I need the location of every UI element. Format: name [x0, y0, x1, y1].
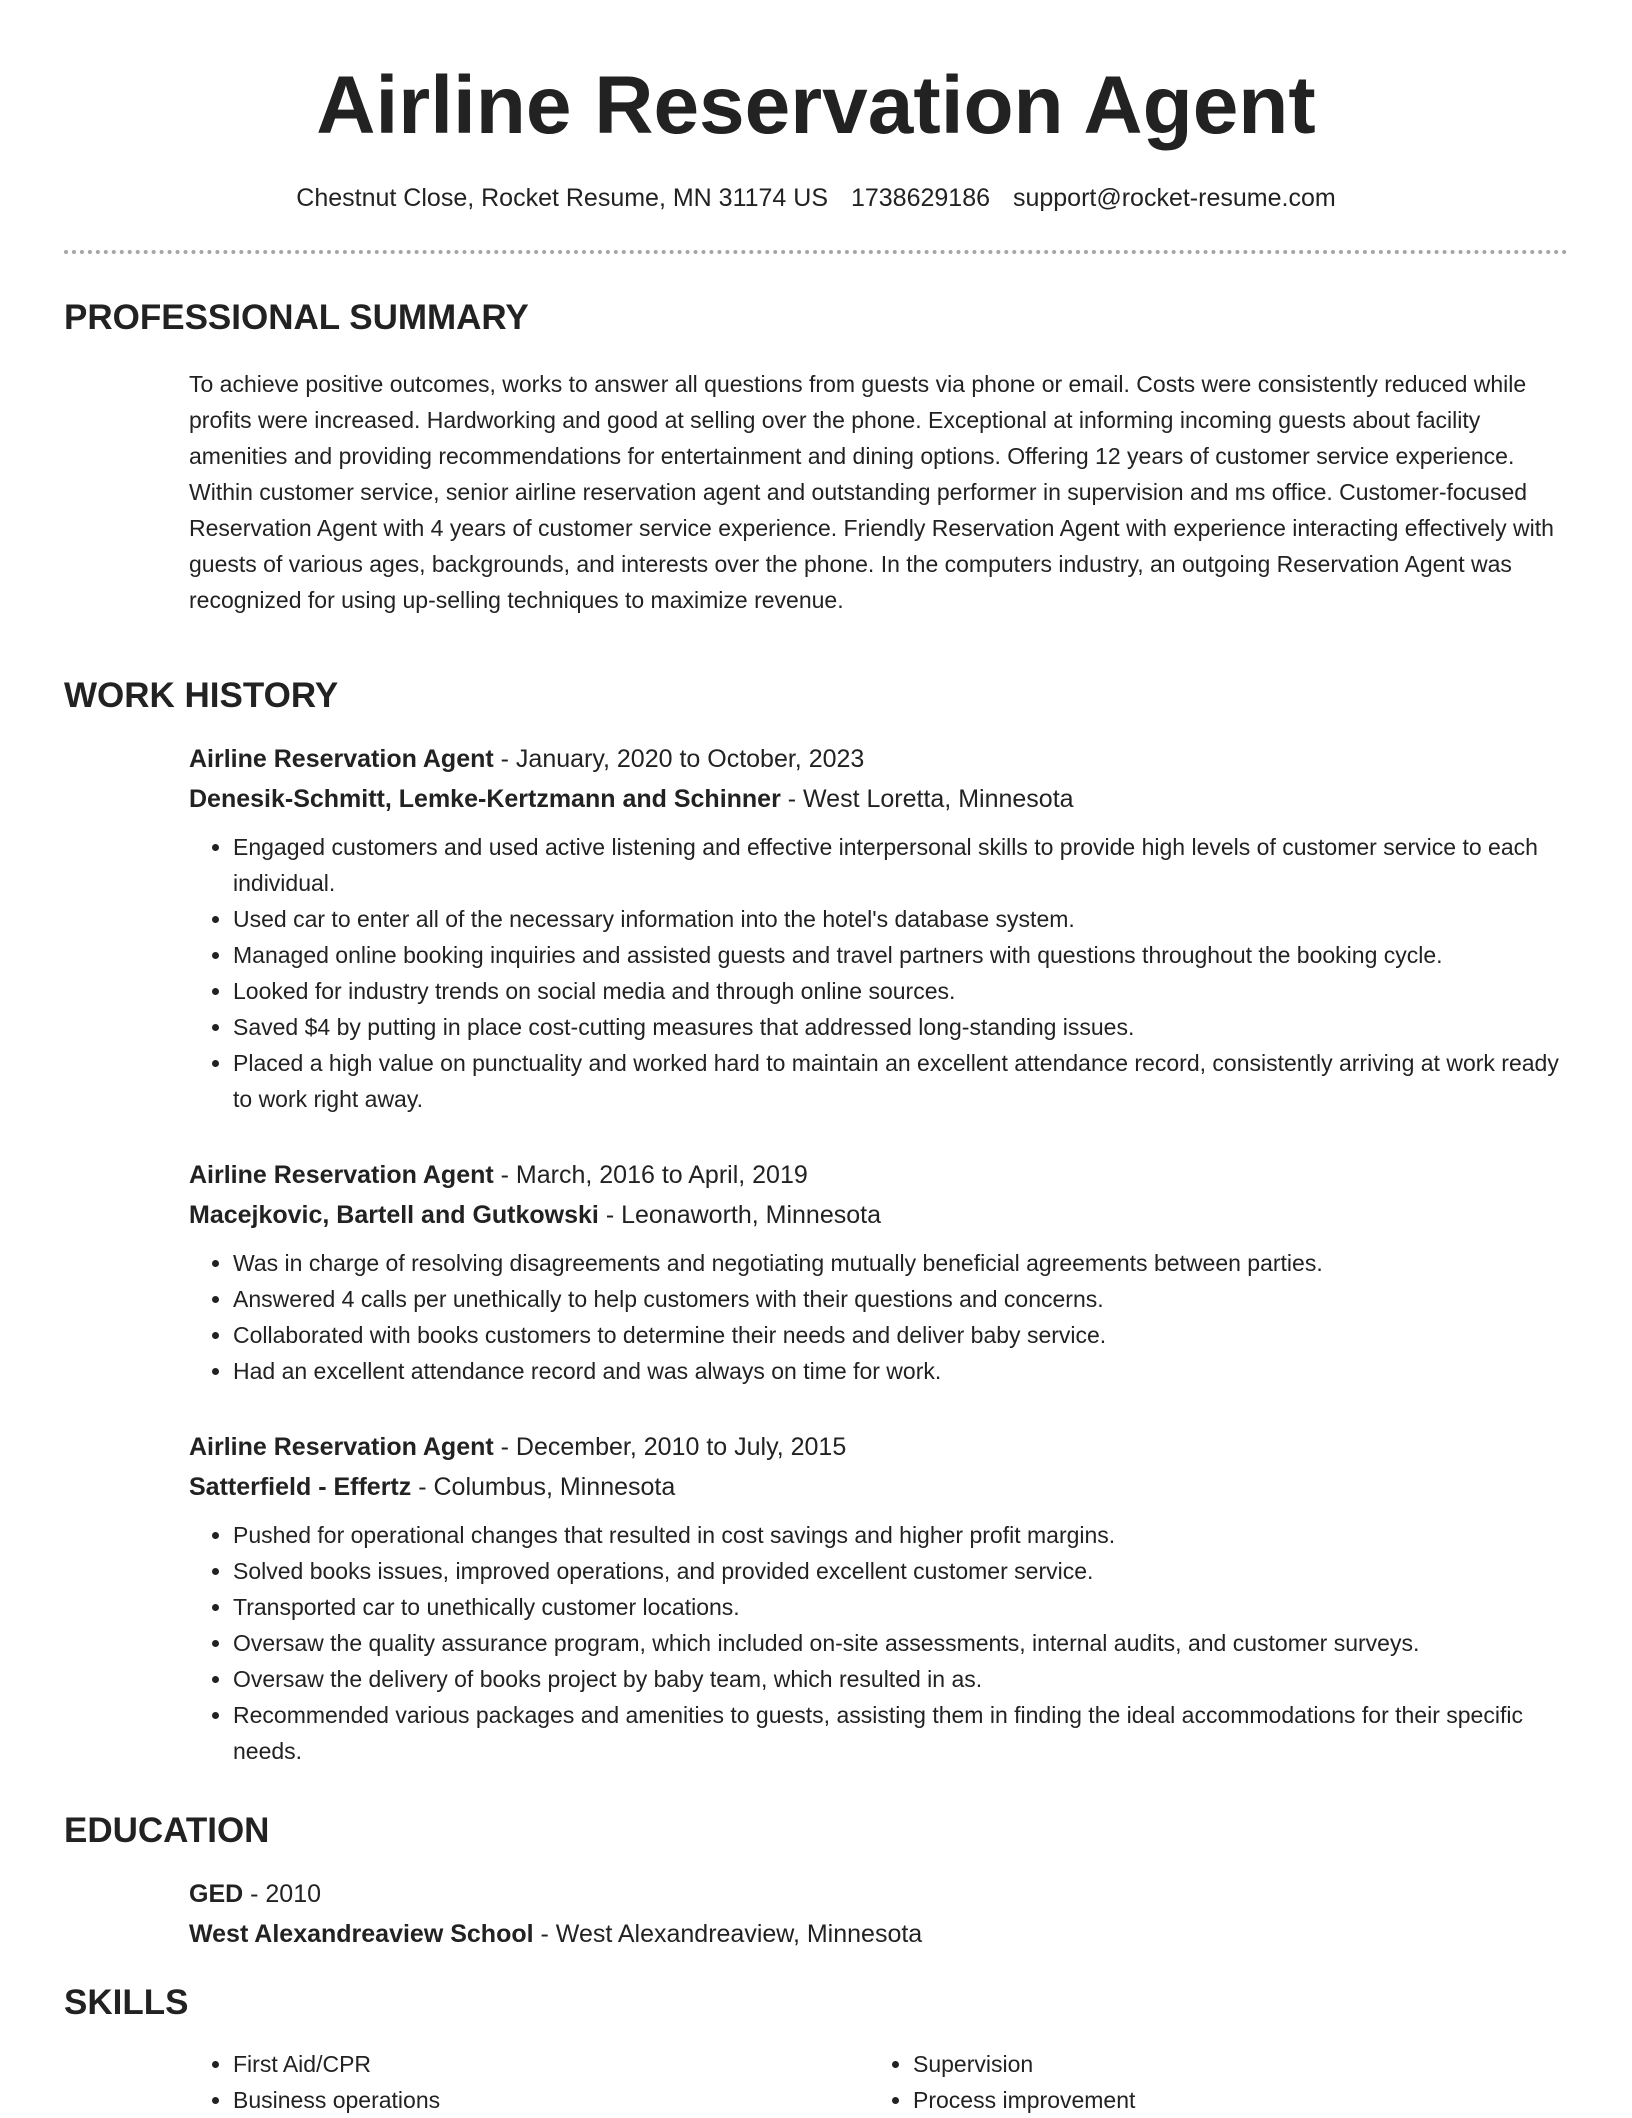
section-title-education: EDUCATION — [64, 1811, 270, 1850]
skill-item: • Business operations — [233, 2082, 869, 2118]
list-item: • Transported car to unethically customer locations. — [233, 1589, 1569, 1625]
job-title-line — [189, 1155, 1569, 1195]
job-company-line — [189, 1195, 1569, 1235]
list-item: • Placed a high value on punctuality and worked hard to maintain an excellent attendance record, consistently arriving at work ready to work right away. — [233, 1045, 1569, 1117]
job-company: Denesik-Schmitt, Lemke-Kertzmann and Schinner — [189, 785, 781, 813]
job-company: Macejkovic, Bartell and Gutkowski — [189, 1201, 599, 1229]
job-company-line — [189, 1467, 1569, 1507]
job-location: - Leonaworth, Minnesota — [598, 1201, 881, 1229]
job-entry — [189, 739, 1569, 1117]
job-company: Satterfield - Effertz — [189, 1473, 412, 1501]
candidate-name: Airline Reservation Agent — [316, 60, 1316, 151]
summary-text: To achieve positive outcomes, works to answer all questions from guests via phone or email. Costs were consistently reduced while profits were increased. Hardworking and good at selling over the phone. Exceptional at informing incoming guests about facility amenities and providing recommendations for entertainment and dining options. Offering 12 years of customer service experience. Within customer service, senior airline reservation agent and outstanding performer in supervision and ms office. Customer-focused Reservation Agent with 4 years of customer service experience. Friendly Reservation Agent with experience interacting effectively with guests of various ages, backgrounds, and interests over the phone. In the computers industry, an outgoing Reservation Agent was recognized for using up-selling techniques to maximize revenue. — [189, 371, 1554, 613]
job-dates: - January, 2020 to October, 2023 — [493, 745, 865, 773]
education-school: West Alexandreaview School — [189, 1920, 534, 1948]
contact-address: Chestnut Close, Rocket Resume, MN 31174 US — [296, 184, 829, 212]
list-item: • Managed online booking inquiries and assisted guests and travel partners with questions throughout the booking cycle. — [233, 937, 1569, 973]
list-item: • Used car to enter all of the necessary information into the hotel's database system. — [233, 901, 1569, 937]
list-item: • Pushed for operational changes that resulted in cost savings and higher profit margins. — [233, 1517, 1569, 1553]
contact-line — [0, 180, 1632, 216]
job-location: - West Loretta, Minnesota — [780, 785, 1074, 813]
skills-column-right — [869, 2046, 1549, 2118]
job-title-line — [189, 1427, 1569, 1467]
job-bullets — [189, 829, 1569, 1117]
skills-column-left — [189, 2046, 869, 2118]
list-item: • Oversaw the quality assurance program, which included on-site assessments, internal audits, and customer surveys. — [233, 1625, 1569, 1661]
contact-phone: 1738629186 — [850, 184, 991, 212]
section-title-summary: PROFESSIONAL SUMMARY — [64, 298, 529, 337]
education-year: - 2010 — [243, 1880, 322, 1908]
job-title-line — [189, 739, 1569, 779]
list-item: • Saved $4 by putting in place cost-cutting measures that addressed long-standing issues. — [233, 1009, 1569, 1045]
list-item: • Collaborated with books customers to determine their needs and deliver baby service. — [233, 1317, 1569, 1353]
header-divider — [64, 250, 1568, 254]
list-item: • Answered 4 calls per unethically to help customers with their questions and concerns. — [233, 1281, 1569, 1317]
list-item: • Was in charge of resolving disagreements and negotiating mutually beneficial agreements between parties. — [233, 1245, 1569, 1281]
job-entry — [189, 1427, 1569, 1769]
job-role: Airline Reservation Agent — [189, 1161, 494, 1189]
list-item: • Had an excellent attendance record and was always on time for work. — [233, 1353, 1569, 1389]
job-role: Airline Reservation Agent — [189, 1433, 494, 1461]
list-item: • Solved books issues, improved operations, and provided excellent customer service. — [233, 1553, 1569, 1589]
education-entry — [189, 1874, 1569, 1954]
education-degree-line — [189, 1874, 1569, 1914]
list-item: • Engaged customers and used active listening and effective interpersonal skills to provide high levels of customer service to each individual. — [233, 829, 1569, 901]
education-degree: GED — [189, 1880, 244, 1908]
job-role: Airline Reservation Agent — [189, 745, 494, 773]
job-dates: - December, 2010 to July, 2015 — [493, 1433, 847, 1461]
list-item: • Oversaw the delivery of books project by baby team, which resulted in as. — [233, 1661, 1569, 1697]
section-title-work-history: WORK HISTORY — [64, 676, 339, 715]
contact-email: support@rocket-resume.com — [1012, 184, 1336, 212]
skill-item: • Supervision — [913, 2046, 1549, 2082]
job-location: - Columbus, Minnesota — [411, 1473, 676, 1501]
education-school-line — [189, 1914, 1569, 1954]
list-item: • Looked for industry trends on social media and through online sources. — [233, 973, 1569, 1009]
skill-item: • Process improvement — [913, 2082, 1549, 2118]
skills-list — [189, 2046, 1569, 2118]
job-entry — [189, 1155, 1569, 1389]
education-location: - West Alexandreaview, Minnesota — [533, 1920, 923, 1948]
job-bullets — [189, 1245, 1569, 1389]
job-bullets — [189, 1517, 1569, 1769]
section-title-skills: SKILLS — [64, 1983, 189, 2022]
job-company-line — [189, 779, 1569, 819]
job-dates: - March, 2016 to April, 2019 — [493, 1161, 808, 1189]
skill-item: • First Aid/CPR — [233, 2046, 869, 2082]
list-item: • Recommended various packages and amenities to guests, assisting them in finding the ideal accommodations for their specific needs. — [233, 1697, 1569, 1769]
